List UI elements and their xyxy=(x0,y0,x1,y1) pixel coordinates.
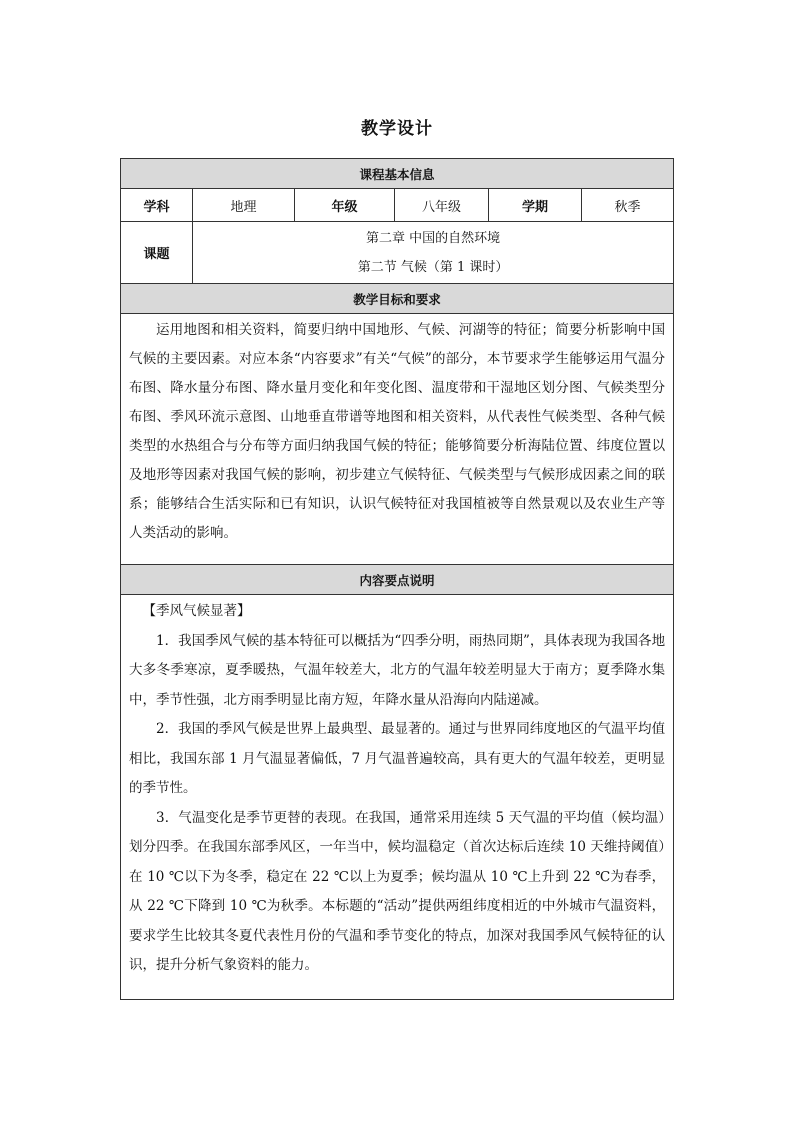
teaching-design-table xyxy=(120,158,674,1000)
topic-label: 课题 xyxy=(121,222,193,284)
content-paragraph-1: 1．我国季风气候的基本特征可以概括为“四季分明，雨热同期”，具体表现为我国各地大多冬季寒凉，夏季暖热，气温年较差大，北方的气温年较差明显大于南方；夏季降水集中，季节性强，北方雨季明显比南方短，年降水量从沿海向内陆递减。 xyxy=(129,632,666,708)
topic-value xyxy=(193,222,674,284)
basic-info-header-row xyxy=(121,159,674,189)
objectives-header-row xyxy=(121,284,674,314)
content-header: 内容要点说明 xyxy=(121,565,674,595)
basic-info-header: 课程基本信息 xyxy=(121,159,674,189)
subject-label: 学科 xyxy=(121,189,193,222)
objectives-row xyxy=(121,314,674,565)
topic-chapter: 第二章 中国的自然环境 xyxy=(365,230,501,246)
content-header-row xyxy=(121,565,674,595)
topic-section: 第二节 气候（第 1 课时） xyxy=(357,259,509,275)
objectives-header: 教学目标和要求 xyxy=(121,284,674,314)
content-paragraph-3: 3．气温变化是季节更替的表现。在我国，通常采用连续 5 天气温的平均值（候均温）划分四季。在我国东部季风区，一年当中，候均温稳定（首次达标后连续 10 天维持阈值）在 10 ℃以下为冬季，稳定在 22 ℃以上为夏季；候均温从 10 ℃上升到 22 ℃为春季，从 22 ℃下降到 10 ℃为秋季。本标题的“活动”提供两组纬度相近的中外城市气温资料，要求学生比较其冬夏代表性月份的气温和季节变化的特点，加深对我国季风气候特征的认识，提升分析气象资料的能力。 xyxy=(129,809,666,973)
grade-label: 年级 xyxy=(295,189,395,222)
topic-row xyxy=(121,222,674,284)
subject-value: 地理 xyxy=(193,189,295,222)
grade-value: 八年级 xyxy=(395,189,489,222)
content-subheading: 【季风气候显著】 xyxy=(142,603,251,619)
content-row xyxy=(121,595,674,1000)
term-value: 秋季 xyxy=(582,189,674,222)
content-cell xyxy=(121,595,674,1000)
content-paragraph-2: 2．我国的季风气候是世界上最典型、最显著的。通过与世界同纬度地区的气温平均值相比，我国东部 1 月气温显著偏低，7 月气温普遍较高，具有更大的气温年较差，更明显的季节性。 xyxy=(129,721,666,796)
objectives-text: 运用地图和相关资料，简要归纳中国地形、气候、河湖等的特征；简要分析影响中国气候的主要因素。对应本条“内容要求”有关“气候”的部分，本节要求学生能够运用气温分布图、降水量分布图、降水量月变化和年变化图、温度带和干湿地区划分图、气候类型分布图、季风环流示意图、山地垂直带谱等地图和相关资料，从代表性气候类型、各种气候类型的水热组合与分布等方面归纳我国气候的特征；能够简要分析海陆位置、纬度位置以及地形等因素对我国气候的影响，初步建立气候特征、气候类型与气候形成因素之间的联系；能够结合生活实际和已有知识，认识气候特征对我国植被等自然景观以及农业生产等人类活动的影响。 xyxy=(129,322,666,541)
term-label: 学期 xyxy=(489,189,582,222)
page-title: 教学设计 xyxy=(361,119,433,139)
objectives-cell xyxy=(121,314,674,565)
basic-info-row xyxy=(121,189,674,222)
